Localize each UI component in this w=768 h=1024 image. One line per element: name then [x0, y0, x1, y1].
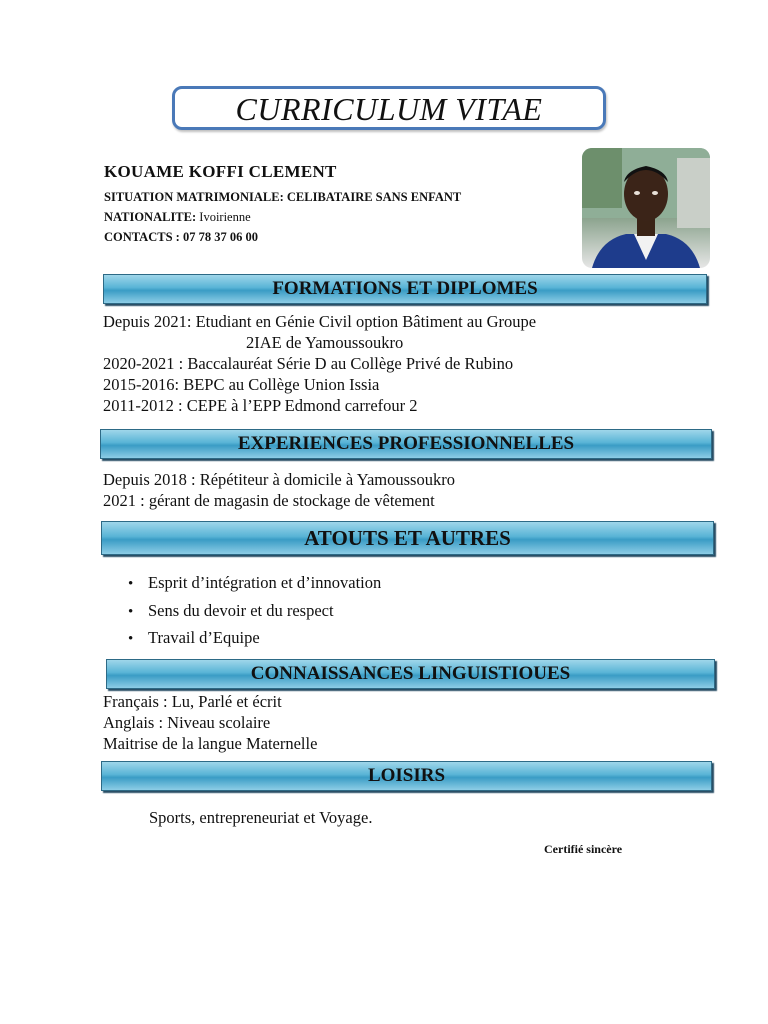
section-atouts-heading: ATOUTS ET AUTRES: [101, 521, 714, 555]
experiences-list: [103, 469, 455, 511]
contacts: CONTACTS : 07 78 37 06 00: [104, 230, 258, 244]
profile-photo: [582, 148, 710, 268]
candidate-name: KOUAME KOFFI CLEMENT: [104, 162, 337, 181]
certification-note: Certifié sincère: [544, 842, 623, 856]
langues-list: [103, 691, 317, 754]
nationality-value: Ivoirienne: [199, 210, 251, 224]
atout-item: • Esprit d’intégration et d’innovation: [128, 570, 381, 598]
formation-item: 2011-2012 : CEPE à l’EPP Edmond carrefour 2: [103, 396, 418, 415]
formation-item: 2020-2021 : Baccalauréat Série D au Collège Privé de Rubino: [103, 354, 514, 373]
formation-item: 2IAE de Yamoussoukro: [246, 333, 404, 352]
formations-list: [103, 311, 536, 416]
atouts-list: [128, 570, 381, 653]
experience-item: Depuis 2018 : Répétiteur à domicile à Yamoussoukro: [103, 470, 455, 489]
section-experiences-heading: EXPERIENCES PROFESSIONNELLES: [100, 429, 712, 459]
nationality-label: NATIONALITE:: [104, 210, 200, 224]
section-loisirs-heading: LOISIRS: [101, 761, 712, 791]
langue-item: Anglais : Niveau scolaire: [103, 713, 271, 732]
person-portrait-icon: [582, 148, 710, 268]
section-langues-heading: CONNAISSANCES LINGUISTIOUES: [106, 659, 715, 689]
cv-title: CURRICULUM VITAE: [172, 86, 606, 130]
personal-info: [104, 162, 574, 247]
formation-item: Depuis 2021: Etudiant en Génie Civil option Bâtiment au Groupe: [103, 312, 537, 331]
loisirs-text: Sports, entrepreneuriat et Voyage.: [149, 808, 373, 827]
section-formations-heading: FORMATIONS ET DIPLOMES: [103, 274, 707, 304]
atout-item: • Travail d’Equipe: [128, 625, 381, 653]
marital-status: SITUATION MATRIMONIALE: CELIBATAIRE SANS ENFANT: [104, 190, 462, 204]
nationality: [104, 207, 574, 227]
langue-item: Maitrise de la langue Maternelle: [103, 734, 318, 753]
langue-item: Français : Lu, Parlé et écrit: [103, 692, 282, 711]
experience-item: 2021 : gérant de magasin de stockage de vêtement: [103, 491, 435, 510]
atout-item: • Sens du devoir et du respect: [128, 598, 381, 626]
formation-item: 2015-2016: BEPC au Collège Union Issia: [103, 375, 380, 394]
